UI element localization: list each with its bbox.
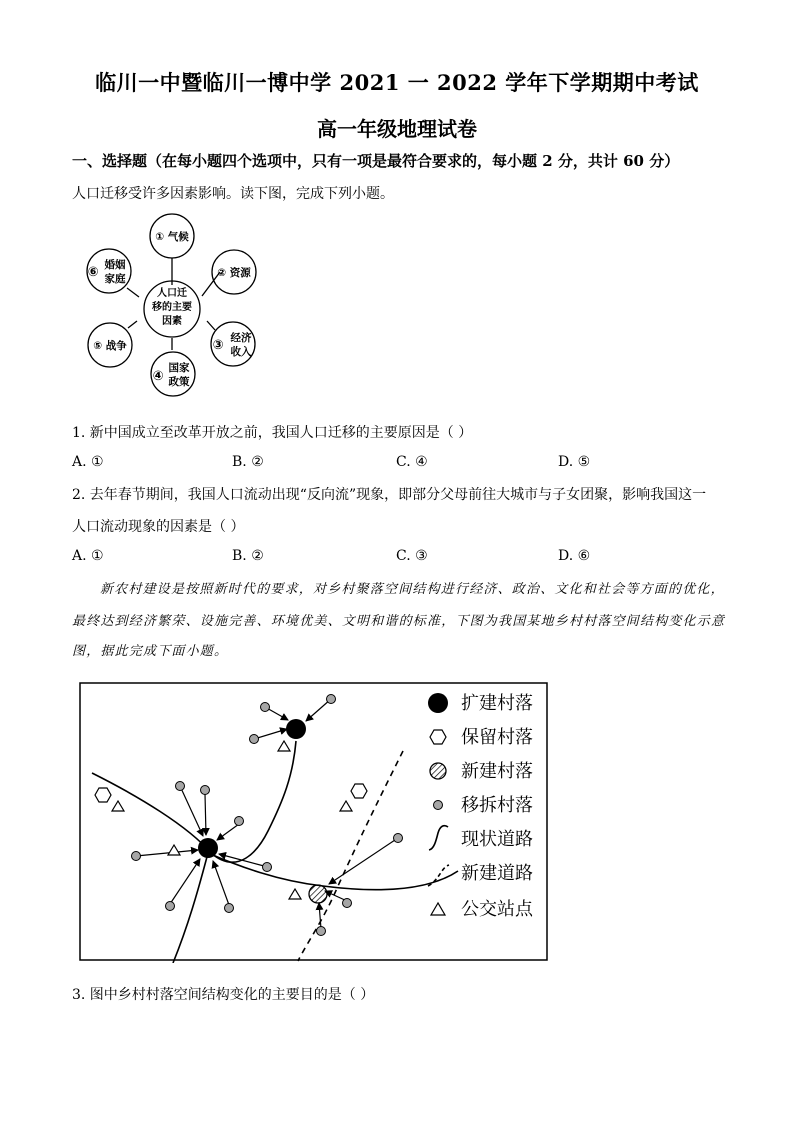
legend-label-road: 现状道路: [461, 829, 533, 850]
legend-label-new-road: 新建道路: [461, 863, 533, 884]
factor-policy-label-1: 国家: [168, 362, 190, 374]
legend-label-bus-stop: 公交站点: [461, 899, 533, 920]
factor-family-label-1: 婚姻: [104, 259, 126, 271]
q1-option-d: D. ⑤: [558, 454, 591, 470]
question-2-stem-2: 人口流动现象的因素是（ ）: [72, 519, 245, 535]
migration-factors-diagram: [80, 208, 280, 408]
factor-family-label-2: 家庭: [104, 273, 126, 285]
legend-expanded-icon: [428, 693, 448, 713]
page-title: 临川一中暨临川一博中学 2021 一 2022 学年下学期期中考试: [95, 70, 699, 95]
legend-new-village-icon: [430, 763, 446, 779]
q2-option-a: A. ①: [72, 548, 104, 564]
legend-label-relocated: 移拆村落: [461, 795, 533, 816]
factor-climate-label: ① 气候: [155, 231, 189, 243]
question-2-stem-1: 2. 去年春节期间，我国人口流动出现“反向流”现象，即部分父母前往大城市与子女团聚，影响我国这一: [72, 487, 707, 503]
expanded-village-1: [286, 719, 306, 739]
factor-resources-label: ② 资源: [217, 267, 251, 279]
q1-option-b: B. ②: [232, 454, 264, 470]
center-label-3: 因素: [162, 316, 182, 327]
q2-option-d: D. ⑥: [558, 548, 591, 564]
question-3-stem: 3. 图中乡村村落空间结构变化的主要目的是（ ）: [72, 987, 375, 1003]
legend-retained-icon: [430, 730, 446, 744]
center-label-1: 人口迁: [157, 288, 187, 299]
q1-option-a: A. ①: [72, 454, 104, 470]
factor-war-label: ⑤ 战争: [93, 340, 127, 352]
legend-relocated-icon: [434, 801, 443, 810]
question-1-stem: 1. 新中国成立至改革开放之前，我国人口迁移的主要原因是（ ）: [72, 425, 473, 441]
legend-label-new: 新建村落: [461, 761, 533, 782]
factor-income-label-1: 经济: [230, 332, 252, 344]
q2-option-b: B. ②: [232, 548, 264, 564]
expanded-village-2: [198, 838, 218, 858]
factor-family-mark: ⑥: [87, 265, 99, 280]
page-subtitle: 高一年级地理试卷: [317, 117, 477, 141]
intro-text: 人口迁移受许多因素影响。读下图，完成下列小题。: [72, 186, 394, 202]
passage-line-1: 新农村建设是按照新时代的要求，对乡村聚落空间结构进行经济、政治、文化和社会等方面的优化，: [100, 582, 725, 597]
new-village: [309, 885, 327, 903]
factor-policy-mark: ④: [152, 369, 164, 384]
section-heading: 一、选择题（在每小题四个选项中，只有一项是最符合要求的，每小题 2 分，共计 60 分）: [72, 152, 680, 170]
passage-line-3: 图，据此完成下面小题。: [72, 644, 229, 659]
village-structure-map: [78, 681, 550, 963]
center-label-2: 移的主要: [152, 302, 192, 313]
q2-option-c: C. ③: [396, 548, 428, 564]
legend-label-retained: 保留村落: [461, 727, 533, 748]
legend-label-expanded: 扩建村落: [461, 693, 533, 714]
q1-option-c: C. ④: [396, 454, 428, 470]
passage-line-2: 最终达到经济繁荣、设施完善、环境优美、文明和谐的标准，下图为我国某地乡村村落空间结构变化示意: [72, 614, 726, 629]
factor-income-mark: ③: [212, 338, 224, 353]
factor-policy-label-2: 政策: [168, 376, 190, 388]
factor-income-label-2: 收入: [230, 346, 252, 358]
